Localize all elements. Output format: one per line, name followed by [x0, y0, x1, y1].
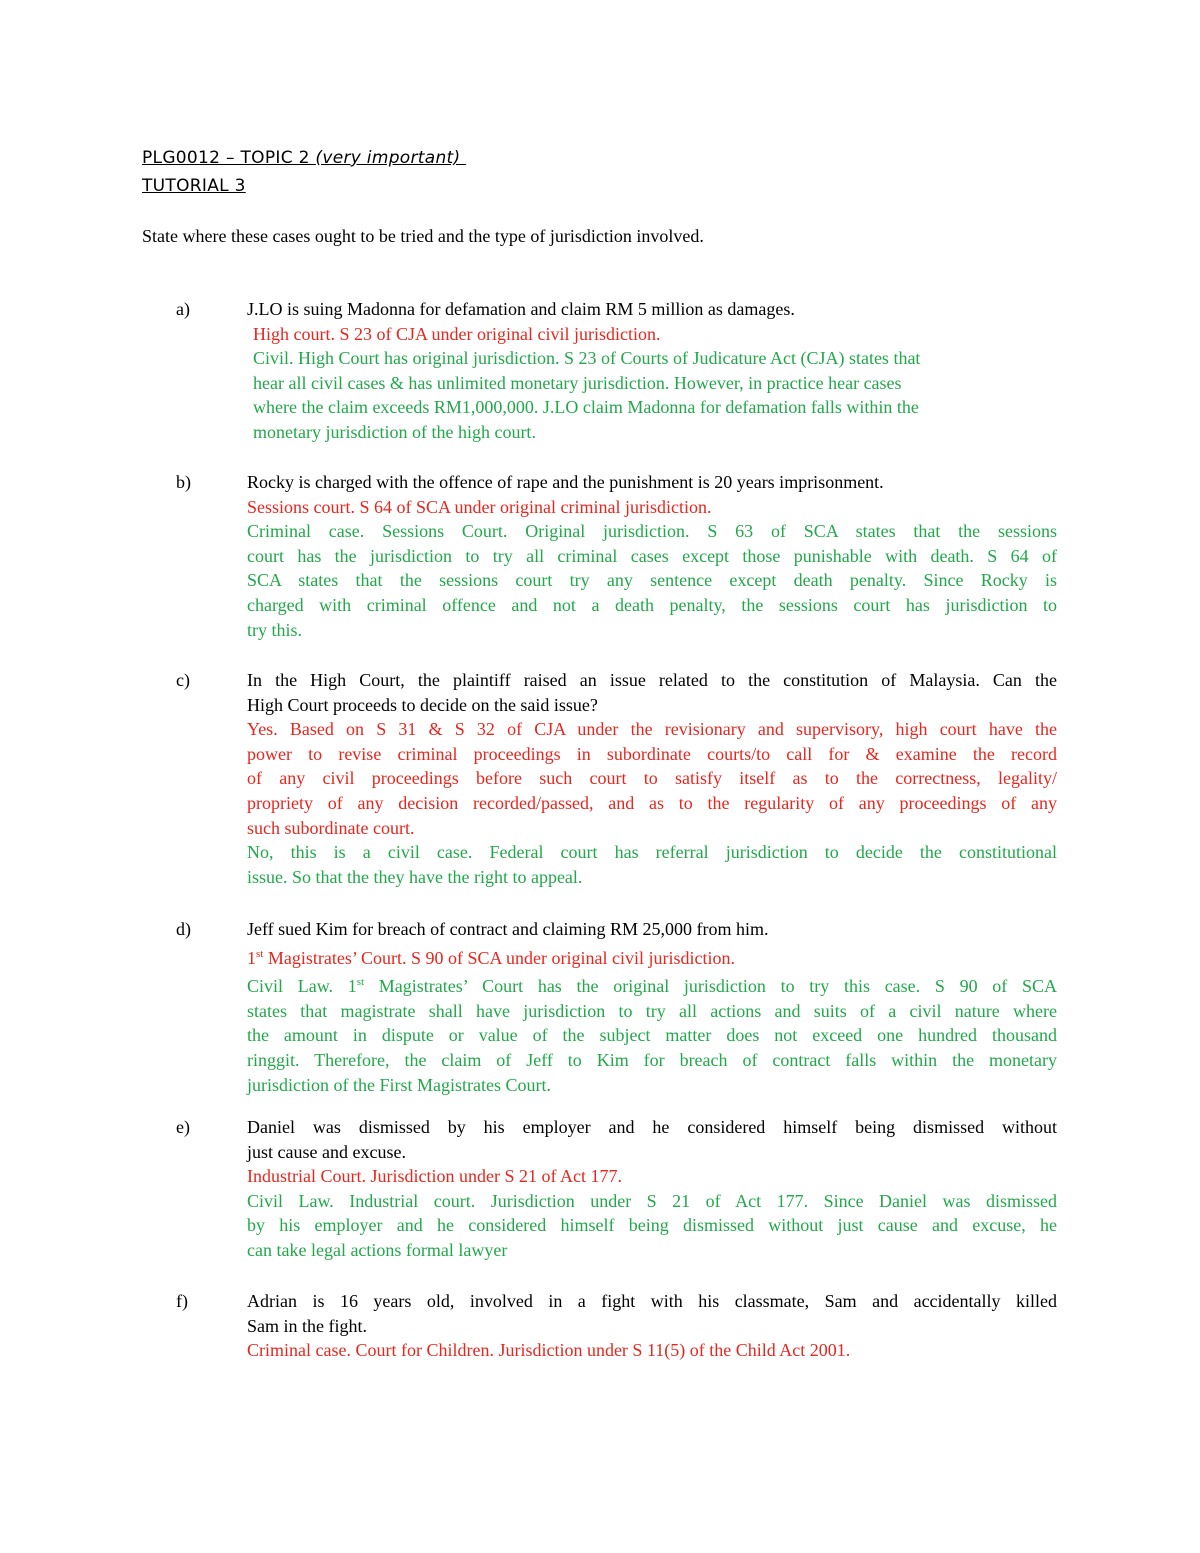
question-body	[247, 917, 1057, 1097]
green-answer-line: try this.	[247, 619, 303, 640]
ordinal-suffix: st	[356, 976, 365, 989]
question-letter: e)	[176, 1117, 190, 1137]
question-body	[247, 297, 1057, 445]
tutorial-label: TUTORIAL 3	[142, 176, 246, 196]
ordinal-suffix: st	[256, 947, 264, 960]
green-answer-line	[247, 970, 1057, 999]
green-answer-line: No, this is a civil case. Federal court has referral jurisdiction to decide the constitutional	[247, 842, 1057, 863]
red-answer-line: Criminal case. Court for Children. Jurisdiction under S 11(5) of the Child Act 2001.	[247, 1340, 851, 1361]
red-answer-line: High court. S 23 of CJA under original civil jurisdiction.	[253, 323, 661, 344]
green-answer-line: states that magistrate shall have jurisdiction to try all actions and suits of a civil nature where	[247, 1000, 1057, 1021]
question-text: Sam in the fight.	[247, 1315, 367, 1336]
red-answer-line: Sessions court. S 64 of SCA under original criminal jurisdiction.	[247, 496, 712, 517]
green-answer-line: issue. So that the they have the right to appeal.	[247, 866, 583, 887]
green-answer-line: ringgit. Therefore, the claim of Jeff to Kim for breach of contract falls within the monetary	[247, 1049, 1057, 1070]
red-answer-line: of any civil proceedings before such court to satisfy itself as to the correctness, legality/	[247, 768, 1057, 789]
question-letter: c)	[176, 670, 190, 690]
question-body	[247, 1289, 1057, 1363]
green-answer-line: by his employer and he considered himself being dismissed without just cause and excuse, he	[247, 1215, 1057, 1236]
green-answer-line: can take legal actions formal lawyer	[247, 1239, 508, 1260]
green-answer-line: monetary jurisdiction of the high court.	[253, 421, 536, 442]
question-text: just cause and excuse.	[247, 1141, 406, 1162]
instruction-text: State where these cases ought to be tried and the type of jurisdiction involved.	[142, 226, 704, 246]
document-title	[142, 148, 466, 168]
question-letter: b)	[176, 472, 191, 492]
question-letter: a)	[176, 299, 190, 319]
green-answer-line: charged with criminal offence and not a death penalty, the sessions court has jurisdiction to	[247, 594, 1057, 615]
red-answer-line: power to revise criminal proceedings in subordinate courts/to call for & examine the record	[247, 743, 1057, 764]
question-text: High Court proceeds to decide on the said issue?	[247, 694, 598, 715]
question-text: J.LO is suing Madonna for defamation and claim RM 5 million as damages.	[247, 299, 795, 319]
green-answer-line: the amount in dispute or value of the subject matter does not exceed one hundred thousand	[247, 1025, 1057, 1046]
title-emphasis: (very important)	[315, 148, 461, 168]
question-body	[247, 1115, 1057, 1263]
question-text: Adrian is 16 years old, involved in a fight with his classmate, Sam and accidentally killed	[247, 1291, 1057, 1311]
title-main: PLG0012 – TOPIC 2	[142, 148, 316, 168]
red-answer-line: such subordinate court.	[247, 817, 415, 838]
green-answer-line: hear all civil cases & has unlimited monetary jurisdiction. However, in practice hear cases	[253, 372, 902, 393]
question-text: Daniel was dismissed by his employer and he considered himself being dismissed without	[247, 1117, 1057, 1137]
question-text: Jeff sued Kim for breach of contract and claiming RM 25,000 from him.	[247, 919, 769, 939]
green-answer-line: Civil Law. Industrial court. Jurisdiction under S 21 of Act 177. Since Daniel was dismissed	[247, 1190, 1057, 1211]
green-answer-line: SCA states that the sessions court try any sentence except death penalty. Since Rocky is	[247, 570, 1057, 591]
question-letter: d)	[176, 919, 191, 939]
green-answer-line: jurisdiction of the First Magistrates Court.	[247, 1074, 551, 1095]
green-answer-post: Magistrates’ Court has the original jurisdiction to try this case. S 90 of SCA	[364, 976, 1057, 997]
red-answer-line: Yes. Based on S 31 & S 32 of CJA under the revisionary and supervisory, high court have the	[247, 719, 1057, 740]
red-answer-line: Industrial Court. Jurisdiction under S 21 of Act 177.	[247, 1166, 622, 1187]
question-text: Rocky is charged with the offence of rape and the punishment is 20 years imprisonment.	[247, 472, 884, 492]
green-answer-pre: Civil Law. 1	[247, 976, 357, 997]
red-answer-line: propriety of any decision recorded/passed, and as to the regularity of any proceedings of any	[247, 792, 1057, 813]
green-answer-line: where the claim exceeds RM1,000,000. J.LO claim Madonna for defamation falls within the	[253, 397, 919, 418]
red-answer-line	[247, 942, 1057, 971]
red-answer-post: Magistrates’ Court. S 90 of SCA under original civil jurisdiction.	[263, 947, 735, 968]
question-body	[247, 470, 1057, 642]
green-answer-line: court has the jurisdiction to try all criminal cases except those punishable with death. S 64 of	[247, 545, 1057, 566]
red-answer-pre: 1	[247, 947, 256, 968]
green-answer-line: Civil. High Court has original jurisdiction. S 23 of Courts of Judicature Act (CJA) states that	[253, 348, 921, 369]
question-letter: f)	[176, 1291, 188, 1311]
green-answer-line: Criminal case. Sessions Court. Original jurisdiction. S 63 of SCA states that the sessions	[247, 521, 1057, 542]
question-text: In the High Court, the plaintiff raised an issue related to the constitution of Malaysia. Can the	[247, 670, 1057, 690]
question-body	[247, 668, 1057, 889]
